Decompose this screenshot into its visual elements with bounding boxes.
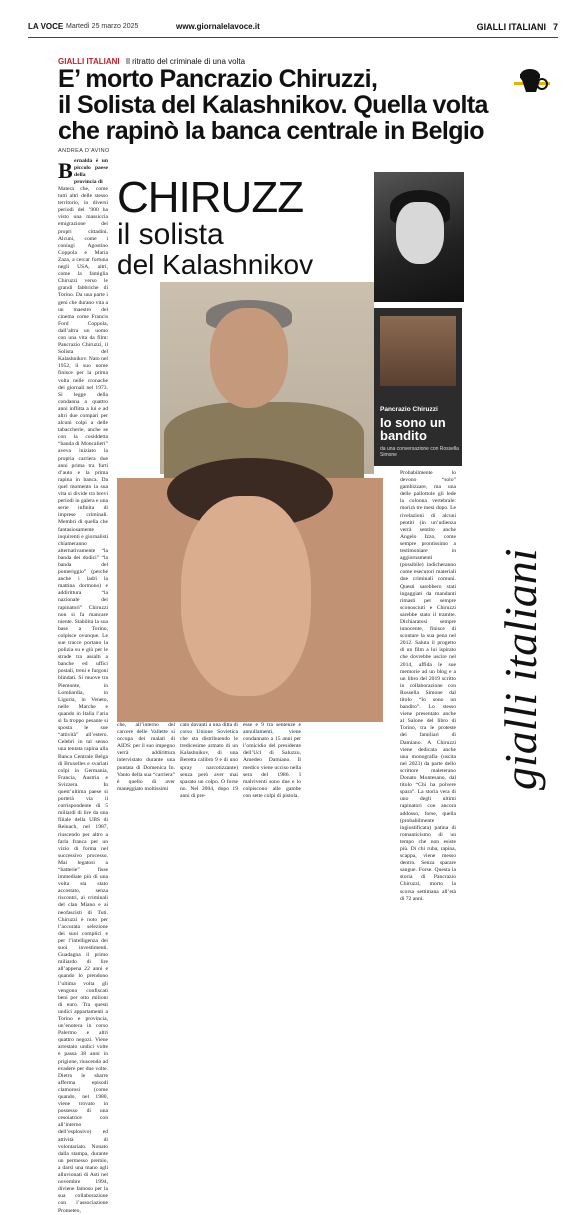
- headline-line: che rapinò la banca centrale in Belgio: [58, 117, 484, 145]
- kicker-tag: GIALLI ITALIANI: [58, 57, 120, 66]
- vertical-label-text: gialli italiani: [495, 548, 546, 790]
- byline: ANDREA D’AVINO: [58, 148, 110, 154]
- article-column-4: esse e 9 tra sentenze e annullamenti, viene condannato a 15 anni per l’omicidio del presidente dell’Ucl di Saluzzo, Amedeo Damiano. Il medico viene ucciso nella sera del 1986. I malviventi sono due e lo colpiscono alle gambe con sette colpi di pistola.: [243, 722, 301, 799]
- book-cover: [374, 308, 462, 466]
- column-text: Matera che, come tutti altri delle stesso territorio, in diversi periodi del ’900 ha visto una massiccia emigrazione dei propri cittadini. Alcuni, come i coniugi Agostino Coppola e Maria Zaza, a cercar fortuna negli USA, altri, come la famiglia Chiruzzi verso le grandi fabbriche di Torino. Da una parte i geni che durano vita a un maestro del cinema come Francis Ford Coppola, dall’altra un uomo con una vita da film: Pancrazio Chiruzzi, il Solista del Kalashnikov. Nato nel 1952, il suo nome finisce per la prima volta nelle cronache dei giornali nel 1973. Si legge della condanna a quattro anni inflitta a lui e ad altri due compari per alcuni colpi a delle tabaccherie, anche se con la cosiddetta “banda di Moncalieri” aveva iniziato la propria carriera due anni prima tra furti d’auto e la prima rapina in banca. Da quel momento la sua vita si divide tra brevi periodi in galera e una serie infinita di imprese criminali. Membri di quella che fantasiosamente inquirenti e giornalisti chiameranno alternativamente “la banda dei dodici” “la banda del pomeriggio” (perché anche i ladri la mattina dormono) e addirittura “la nazionale dei rapinatori” Chiruzzi non si fa mancare niente. Stabilita la sua base a Torino, colpisce ovunque. Le sue tracce portano la polizia su e giù per le strade tra assalti a banche ed uffici postali, treni e furgoni blindati. Si muove tra Piemonte, in Lombardia, in Liguria, in Veneto, nelle Marche e quando in Italia l’aria si fa troppo pesante si sposta le sue “attività” all’estero. Celebri in tal senso una tentata rapina alla Banca Centrale Belga di Bruxelles e svariati colpi in Germania, Francia, Austria e Svizzera. In quest’ultima paese si porterà via il corrispondente di 5 miliardi di lire da una filiale della UBS di Reinach, nel 1987, riuscendo per altro a farla franca per un vizio di forma nel successivo processo. Mai legatosi a “batterie” fisse immediate più di una volta sta stato accostato, senza riscontri, ai criminali del clan Miano e ai neofascisti di Tuti. Chiruzzi è noto per l’accurata selezione dei suoi complici e per l’intelligenza dei suoi investimenti. Guadagna il primo miliardo di lire all’appena 22 anni e quando lo prendono l’ultima volta gli vengono confiscati beni per otto milioni di euro. Tra questi undici appartamenti a Torino e provincia, un’enoteca in corso Palermo e altri quattro negozi. Viene arrestato undici volte e passa 38 anni in prigione, riuscendo ad evadere per due volte. Dietro le sbarre afferma episodi clamorosi (come quando, nel 1980, viene trovato in possesso di una cesoiatrice con all’interno dell’esplosivo) ed attività di volontariato. Nonato dalla stampa, durante un permesso premio, a darsi una mano agli alluvionati di Asti nel novembre 1994, diviene famoso per la sua collaborazione con l’associazione Prometeo,: [58, 186, 109, 1214]
- headline: [58, 66, 498, 144]
- book-cover-title: [117, 172, 373, 284]
- lead-text: ernalda è un piccolo paese della provincia di: [74, 158, 108, 186]
- kicker-text: Il ritratto del criminale di una volta: [125, 57, 246, 66]
- book-title: Io sono un bandito: [380, 415, 446, 443]
- headline-line: E’ morto Pancrazio Chiruzzi,: [58, 65, 378, 93]
- article-column-3: cato davanti a una ditta di corso Unione Sovietica che sta distribuendo le tredicesime armato di un Kalashnikov, di una Beretta calibro 9 e di uno spray narcotizzante) senza però aver mai sparato un colpo. O forse no. Nel 2004, dopo 19 anni di pre-: [180, 722, 238, 799]
- cover-line: CHIRUZZ: [117, 173, 304, 222]
- headline-line: il Solista del Kalashnikov. Quella volta: [58, 91, 488, 119]
- page-header: [28, 22, 558, 38]
- closeup-portrait-photo: [117, 478, 383, 722]
- article-column-right: Probabilmente lo devono “solo” gambizzare, ma una delle pallottole gli lede la colonna vertebrale: morirà tre mesi dopo. Le rivelazioni di alcuni pentiti (in un’udienza verrà sentito anche Angelo Izzo, come sempre prontissimo a testimoniare in aggiornamenti (possibile) indicheranno come esecutori materiali due criminali comuni. Questi sarebbero stati ingaggiati da mandanti rimasti per sempre sconosciuti e Chiruzzi sarebbe stato il tramite. Dichiaratosi sempre innocente, finisce di scontare la sua pena nel 2012. Saluta il progetto di un film a lui ispirato che dovrebbe uscire nel 2014, affida le sue memorie ad un blog e a un libro del 2019 scritto in collaborazione con Rossella Simone dal titolo “Io sono un bandito”. Lo stesso viene presentato anche al Salone del libro di Torino, tra le proteste dei familiari di Damiano. A Chiruzzi viene dedicata anche una monografia (uscita nel 2023) da parte dello scrittore maleterano Donato Montesano, dal titolo “Chi ha polvere spara”. La storia vera di uno degli ultimi rapinatori con ancora addosso, forse, quella (probabilmente ingiustificata) patina di romanticismo di un tempo che non esiste più. Di chi ruba, rapina, scappa, viene messo dentro. Senza sparare sangue. Forse. Questa la storia di Pancrazio Chiruzzi, morto la scorsa settimana all’età di 72 anni.: [400, 470, 456, 902]
- issue-date: Martedì 25 marzo 2025: [66, 23, 139, 30]
- book-cover-photo: [380, 316, 456, 386]
- dropcap: B: [58, 158, 73, 183]
- section-name: GIALLI ITALIANI: [476, 22, 546, 32]
- detective-icon: [512, 62, 552, 94]
- article-column-1: [58, 158, 109, 1214]
- article-column-2: che, all’interno del carcere delle Vallette si occupa dei malati di AIDS: per il suo impegno verrà addirittura intervistato durante una puntata di Domenica In. Vanto della sua “carriera” è quello di aver maneggiato moltissimi: [117, 722, 175, 792]
- book-subtitle: da una conversazione con Rossella Simone: [380, 446, 459, 458]
- young-portrait-photo: [374, 172, 464, 302]
- older-portrait-photo: [160, 282, 374, 474]
- website-link[interactable]: www.giornalelavoce.it: [176, 22, 260, 31]
- vertical-section-label: [468, 430, 560, 800]
- publication-name: LA VOCE: [28, 22, 64, 31]
- book-author: Pancrazio Chiruzzi: [380, 406, 438, 413]
- page-number: 7: [552, 22, 558, 32]
- cover-line: il solista: [117, 218, 224, 251]
- cover-line: del Kalashnikov: [117, 249, 314, 280]
